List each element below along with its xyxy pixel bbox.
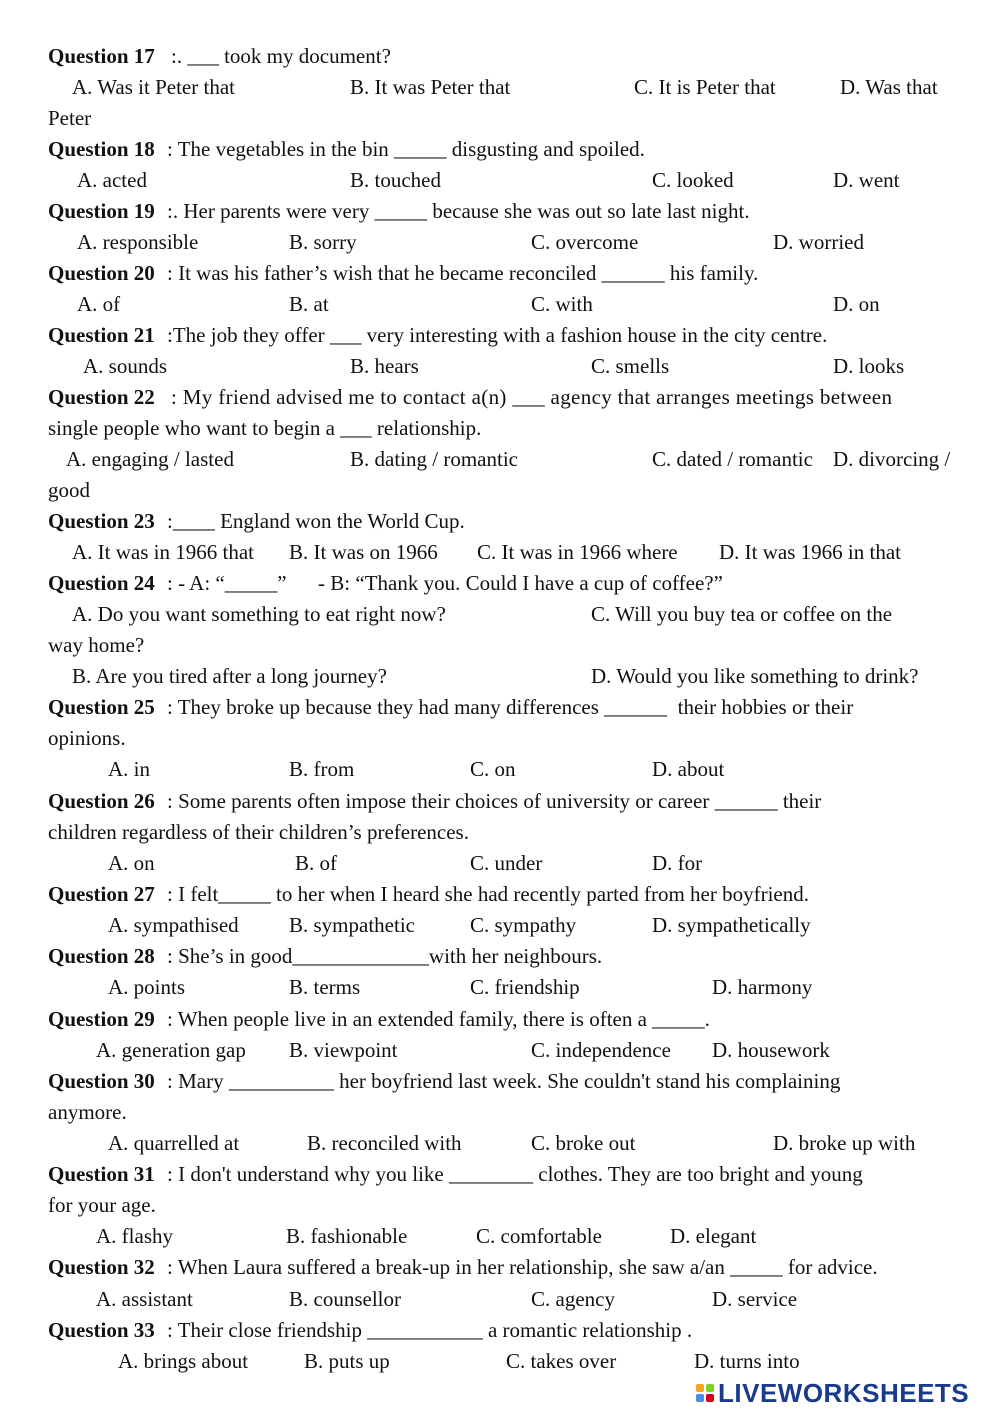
option-d[interactable]: D. divorcing / [833, 447, 951, 471]
option-c[interactable]: C. friendship [470, 975, 580, 999]
question-text: : The vegetables in the bin _____ disgusting and spoiled. [167, 137, 645, 161]
option-a[interactable]: A. engaging / lasted [66, 447, 234, 471]
question-label: Question 22 [48, 385, 155, 409]
question-text: single people who want to begin a ___ relationship. [48, 416, 482, 440]
option-b[interactable]: B. It was Peter that [350, 75, 511, 99]
question-18-options [0, 165, 1000, 196]
option-d[interactable]: D. went [833, 168, 900, 192]
question-text: : They broke up because they had many differences ______ their hobbies or their [167, 695, 854, 719]
question-20-options [0, 289, 1000, 320]
option-d[interactable]: D. turns into [694, 1349, 800, 1373]
question-18-stem [0, 134, 1000, 165]
option-c[interactable]: C. broke out [531, 1131, 636, 1155]
option-c[interactable]: C. independence [531, 1038, 671, 1062]
option-a[interactable]: A. points [108, 975, 186, 999]
question-27-stem [0, 879, 1000, 910]
option-c[interactable]: C. takes over [506, 1349, 617, 1373]
question-label: Question 33 [48, 1318, 155, 1342]
question-22-stem-continued [0, 413, 1000, 444]
question-text: : My friend advised me to contact a(n) ___ agency that arranges meetings between [171, 385, 893, 409]
question-30-stem-continued [0, 1097, 1000, 1128]
question-19-options [0, 227, 1000, 258]
question-label: Question 26 [48, 789, 155, 813]
question-text: : It was his father’s wish that he became reconciled ______ his family. [167, 261, 759, 285]
option-b[interactable]: B. hears [350, 354, 419, 378]
question-label: Question 30 [48, 1069, 155, 1093]
question-label: Question 32 [48, 1255, 155, 1279]
option-b[interactable]: B. counsellor [289, 1287, 401, 1311]
question-23-stem [0, 506, 1000, 537]
question-text: : I don't understand why you like ________ clothes. They are too bright and young [167, 1162, 863, 1186]
option-a[interactable]: A. It was in 1966 that [72, 540, 254, 564]
question-23-options [0, 537, 1000, 568]
question-22-stem [0, 382, 1000, 413]
option-a[interactable]: A. sounds [83, 354, 168, 378]
option-a[interactable]: A. brings about [118, 1349, 249, 1373]
logo-squares-icon [696, 1384, 714, 1402]
question-label: Question 21 [48, 323, 155, 347]
option-d[interactable]: D. elegant [670, 1224, 757, 1248]
question-26-stem [0, 786, 1000, 817]
question-22-options [0, 444, 1000, 475]
question-label: Question 24 [48, 571, 155, 595]
question-text: : She’s in good_____________with her neighbours. [167, 944, 603, 968]
question-32-stem [0, 1252, 1000, 1283]
question-text: for your age. [48, 1193, 156, 1217]
question-30-options [0, 1128, 1000, 1159]
question-label: Question 23 [48, 509, 155, 533]
option-d[interactable]: D. on [833, 292, 880, 316]
option-b[interactable]: B. terms [289, 975, 361, 999]
question-text: :____ England won the World Cup. [167, 509, 465, 533]
question-22-wrap [0, 475, 1000, 506]
option-d[interactable]: D. harmony [712, 975, 813, 999]
option-b[interactable]: B. fashionable [286, 1224, 408, 1248]
option-d[interactable]: D. broke up with [773, 1131, 916, 1155]
question-29-options [0, 1035, 1000, 1066]
option-a[interactable]: A. assistant [96, 1287, 193, 1311]
question-20-stem [0, 258, 1000, 289]
question-17-options [0, 72, 1000, 103]
question-29-stem [0, 1004, 1000, 1035]
question-28-options [0, 972, 1000, 1003]
option-d[interactable]: D. for [652, 851, 703, 875]
option-c[interactable]: C. on [470, 757, 516, 781]
option-c[interactable]: C. agency [531, 1287, 615, 1311]
option-b[interactable]: B. touched [350, 168, 441, 192]
option-d[interactable]: D. looks [833, 354, 905, 378]
option-c[interactable]: C. Will you buy tea or coffee on the [591, 602, 893, 626]
option-c[interactable]: C. It was in 1966 where [477, 540, 678, 564]
question-label: Question 20 [48, 261, 155, 285]
option-b[interactable]: B. from [289, 757, 355, 781]
question-26-stem-continued [0, 817, 1000, 848]
question-19-stem [0, 196, 1000, 227]
question-text: :The job they offer ___ very interesting with a fashion house in the city centre. [167, 323, 828, 347]
option-c[interactable]: C. comfortable [476, 1224, 602, 1248]
option-a[interactable]: A. acted [77, 168, 147, 192]
question-24-options [0, 599, 1000, 630]
option-d[interactable]: D. about [652, 757, 725, 781]
option-b[interactable]: B. dating / romantic [350, 447, 518, 471]
question-25-options [0, 754, 1000, 785]
question-25-stem [0, 692, 1000, 723]
option-b[interactable]: B. sympathetic [289, 913, 415, 937]
option-b[interactable]: B. viewpoint [289, 1038, 398, 1062]
question-label: Question 19 [48, 199, 155, 223]
question-26-options [0, 848, 1000, 879]
question-text: : I felt_____ to her when I heard she had recently parted from her boyfriend. [167, 882, 810, 906]
option-a[interactable]: A. on [108, 851, 155, 875]
option-c-continued: way home? [48, 633, 145, 657]
question-label: Question 29 [48, 1007, 155, 1031]
question-31-stem [0, 1159, 1000, 1190]
question-21-stem [0, 320, 1000, 351]
option-b[interactable]: B. at [289, 292, 329, 316]
option-a[interactable]: A. Was it Peter that [72, 75, 235, 99]
liveworksheets-logo[interactable] [696, 1378, 969, 1408]
question-label: Question 25 [48, 695, 155, 719]
question-33-options [0, 1346, 1000, 1377]
option-a[interactable]: A. Do you want something to eat right now? [72, 602, 446, 626]
option-b[interactable]: B. reconciled with [307, 1131, 462, 1155]
question-label: Question 31 [48, 1162, 155, 1186]
option-d[interactable]: D. Would you like something to drink? [591, 664, 919, 688]
question-text: :. Her parents were very _____ because she was out so late last night. [167, 199, 750, 223]
option-a[interactable]: A. responsible [77, 230, 199, 254]
option-a[interactable]: A. in [108, 757, 150, 781]
question-text: : When Laura suffered a break-up in her relationship, she saw a/an _____ for advice. [167, 1255, 878, 1279]
option-a[interactable]: A. flashy [96, 1224, 173, 1248]
option-c[interactable]: C. overcome [531, 230, 639, 254]
question-24-options-2 [0, 661, 1000, 692]
option-d[interactable]: D. housework [712, 1038, 830, 1062]
question-label: Question 18 [48, 137, 155, 161]
question-27-options [0, 910, 1000, 941]
question-17-stem [0, 41, 1000, 72]
option-d[interactable]: D. It was 1966 in that [719, 540, 901, 564]
question-label: Question 17 [48, 44, 155, 68]
option-b[interactable]: B. of [295, 851, 337, 875]
option-a[interactable]: A. sympathised [108, 913, 239, 937]
option-c[interactable]: C. under [470, 851, 543, 875]
question-25-stem-continued [0, 723, 1000, 754]
question-31-stem-continued [0, 1190, 1000, 1221]
question-label: Question 27 [48, 882, 155, 906]
option-c[interactable]: C. dated / romantic [652, 447, 813, 471]
question-33-stem [0, 1315, 1000, 1346]
option-d[interactable]: D. service [712, 1287, 798, 1311]
question-text: : Some parents often impose their choices of university or career ______ their [167, 789, 822, 813]
question-text: : Their close friendship ___________ a romantic relationship . [167, 1318, 693, 1342]
question-label: Question 28 [48, 944, 155, 968]
question-text: :. ___ took my document? [171, 44, 391, 68]
question-21-options [0, 351, 1000, 382]
option-b[interactable]: B. puts up [304, 1349, 390, 1373]
option-d[interactable]: D. Was that [840, 75, 938, 99]
option-d-continued: good [48, 478, 90, 502]
option-d[interactable]: D. sympathetically [652, 913, 811, 937]
question-text: : Mary __________ her boyfriend last week. She couldn't stand his complaining [167, 1069, 841, 1093]
option-b[interactable]: B. sorry [289, 230, 357, 254]
question-31-options [0, 1221, 1000, 1252]
option-c[interactable]: C. sympathy [470, 913, 577, 937]
option-d-continued: Peter [48, 106, 92, 130]
option-c[interactable]: C. It is Peter that [634, 75, 776, 99]
question-text: children regardless of their children’s preferences. [48, 820, 469, 844]
question-17-wrap [0, 103, 1000, 134]
logo-text: LIVEWORKSHEETS [718, 1378, 970, 1408]
question-text: anymore. [48, 1100, 127, 1124]
option-c[interactable]: C. smells [591, 354, 670, 378]
option-c[interactable]: C. with [531, 292, 593, 316]
question-24-wrap [0, 630, 1000, 661]
option-a[interactable]: A. generation gap [96, 1038, 246, 1062]
option-a[interactable]: A. quarrelled at [108, 1131, 240, 1155]
question-text: : - A: “_____” - B: “Thank you. Could I have a cup of coffee?” [167, 571, 723, 595]
question-24-stem [0, 568, 1000, 599]
option-b[interactable]: B. It was on 1966 [289, 540, 438, 564]
option-d[interactable]: D. worried [773, 230, 864, 254]
option-a[interactable]: A. of [77, 292, 121, 316]
question-32-options [0, 1284, 1000, 1315]
question-text: opinions. [48, 726, 126, 750]
question-28-stem [0, 941, 1000, 972]
option-c[interactable]: C. looked [652, 168, 734, 192]
question-30-stem [0, 1066, 1000, 1097]
option-b[interactable]: B. Are you tired after a long journey? [72, 664, 387, 688]
question-text: : When people live in an extended family, there is often a _____. [167, 1007, 710, 1031]
